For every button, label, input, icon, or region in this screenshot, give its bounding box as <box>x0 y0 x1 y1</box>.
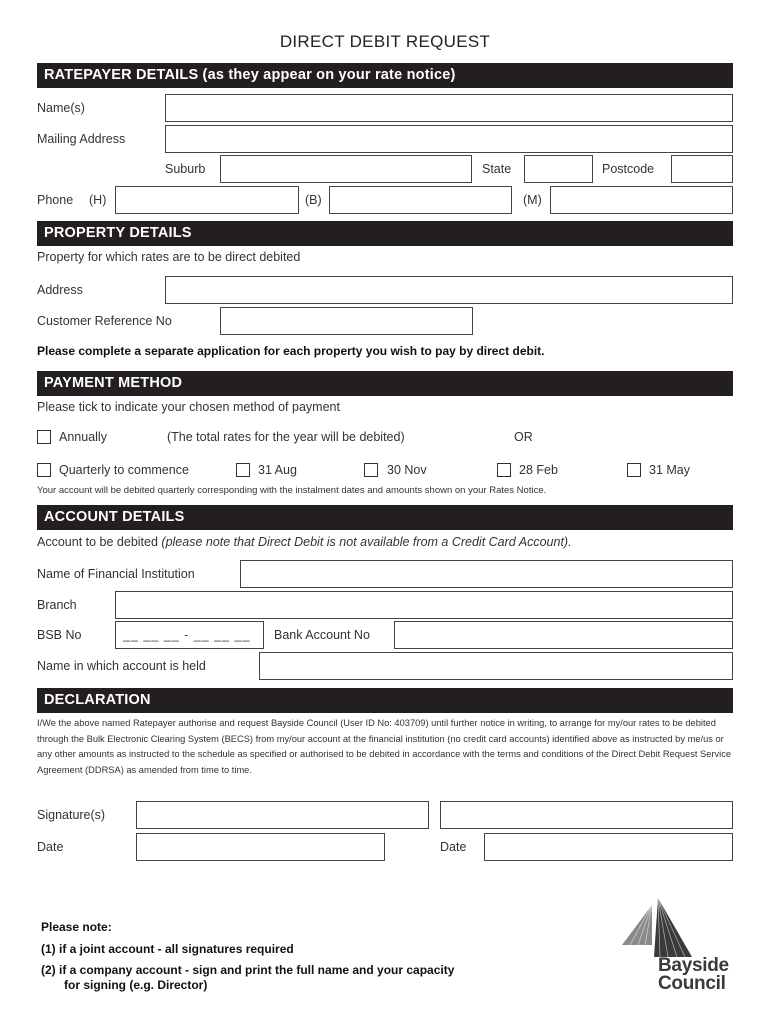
postcode-field[interactable] <box>671 155 733 183</box>
feb-checkbox[interactable] <box>497 463 511 477</box>
date-field-2[interactable] <box>484 833 733 861</box>
logo-text-bayside: Bayside <box>658 955 729 976</box>
account-section-header: ACCOUNT DETAILS <box>37 505 733 530</box>
feb-label: 28 Feb <box>519 463 558 477</box>
bsb-field[interactable] <box>115 621 264 649</box>
or-label: OR <box>514 430 533 444</box>
state-field[interactable] <box>524 155 593 183</box>
institution-field[interactable] <box>240 560 733 588</box>
property-note: Please complete a separate application for each property you wish to pay by direct debit. <box>37 344 545 358</box>
quarterly-footnote: Your account will be debited quarterly corresponding with the instalment dates and amounts shown on your Rates Notice. <box>37 485 547 496</box>
property-address-field[interactable] <box>165 276 733 304</box>
aug-checkbox[interactable] <box>236 463 250 477</box>
suburb-field[interactable] <box>220 155 472 183</box>
may-label: 31 May <box>649 463 690 477</box>
mailing-address-label: Mailing Address <box>37 132 126 146</box>
institution-label: Name of Financial Institution <box>37 567 195 581</box>
names-field[interactable] <box>165 94 733 122</box>
customer-ref-label: Customer Reference No <box>37 314 172 328</box>
state-label: State <box>482 162 512 176</box>
property-address-label: Address <box>37 283 83 297</box>
account-no-field[interactable] <box>394 621 733 649</box>
account-intro <box>37 535 572 549</box>
signature-field-1[interactable] <box>136 801 429 829</box>
mailing-address-field[interactable] <box>165 125 733 153</box>
ratepayer-section-header: RATEPAYER DETAILS (as they appear on your rate notice) <box>37 63 733 88</box>
account-intro-note: (please note that Direct Debit is not available from a Credit Card Account). <box>161 535 572 549</box>
branch-label: Branch <box>37 598 77 612</box>
bsb-label: BSB No <box>37 628 82 642</box>
annually-checkbox[interactable] <box>37 430 51 444</box>
account-intro-plain: Account to be debited <box>37 535 162 549</box>
bsb-placeholder: __ __ __ - __ __ __ <box>123 628 251 642</box>
phone-home-field[interactable] <box>115 186 299 214</box>
phone-mobile-label: (M) <box>523 193 542 207</box>
signature-field-2[interactable] <box>440 801 733 829</box>
date-label-1: Date <box>37 840 64 854</box>
nov-checkbox[interactable] <box>364 463 378 477</box>
phone-home-label: (H) <box>89 193 107 207</box>
declaration-text: I/We the above named Ratepayer authorise and request Bayside Council (User ID No: 403709) until further notice in writing, to arrange for my/our rates to be debited through the Bulk Electronic Clearing System (BECS) from my/our account at the financial institution (no credit card accounts) identified above as instructed by me/us or any other amounts as instructed to the schedule as specified or authorised to be debited in accordance with the terms and conditions of the Direct Debit Request Service Agreement (DDRSA) as amended from time to time. <box>37 718 732 775</box>
postcode-label: Postcode <box>602 162 655 176</box>
customer-ref-field[interactable] <box>220 307 473 335</box>
payment-section-header: PAYMENT METHOD <box>37 371 733 396</box>
phone-business-field[interactable] <box>329 186 512 214</box>
quarterly-label: Quarterly to commence <box>59 463 189 477</box>
signature-label: Signature(s) <box>37 808 106 822</box>
annually-label: Annually <box>59 430 107 444</box>
account-held-label: Name in which account is held <box>37 659 206 673</box>
date-label-2: Date <box>440 840 467 854</box>
phone-business-label: (B) <box>305 193 322 207</box>
logo-text-council: Council <box>658 973 726 994</box>
nov-label: 30 Nov <box>387 463 427 477</box>
aug-label: 31 Aug <box>258 463 297 477</box>
notes-line-2: (2) if a company account - sign and print the full name and your capacity <box>41 963 455 977</box>
may-checkbox[interactable] <box>627 463 641 477</box>
quarterly-checkbox[interactable] <box>37 463 51 477</box>
date-field-1[interactable] <box>136 833 385 861</box>
page-title: DIRECT DEBIT REQUEST <box>279 32 491 51</box>
notes-heading: Please note: <box>41 920 112 934</box>
account-no-label: Bank Account No <box>274 628 370 642</box>
bayside-logo-icon <box>620 895 695 957</box>
notes-line-3: for signing (e.g. Director) <box>64 978 208 992</box>
property-section-header: PROPERTY DETAILS <box>37 221 733 246</box>
property-intro: Property for which rates are to be direct debited <box>37 250 301 264</box>
annually-note: (The total rates for the year will be debited) <box>167 430 405 444</box>
account-held-field[interactable] <box>259 652 733 680</box>
suburb-label: Suburb <box>165 162 206 176</box>
notes-line-1: (1) if a joint account - all signatures required <box>41 942 294 956</box>
phone-label: Phone <box>37 193 74 207</box>
phone-mobile-field[interactable] <box>550 186 733 214</box>
declaration-section-header: DECLARATION <box>37 688 733 713</box>
payment-intro: Please tick to indicate your chosen method of payment <box>37 400 340 414</box>
branch-field[interactable] <box>115 591 733 619</box>
names-label: Name(s) <box>37 101 85 115</box>
